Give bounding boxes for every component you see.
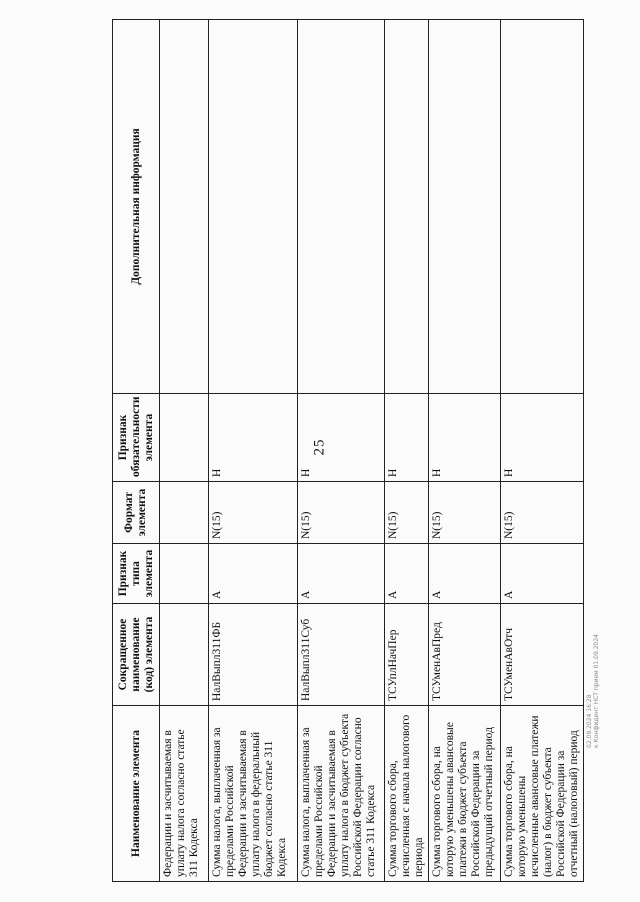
cell-required — [160, 394, 209, 482]
cell-name: Сумма налога, выплаченная за пределами Российской Федерации и засчитываемая в уплату налога в бюджет субъекта Российской Федерации согласно статье 311 Кодекса — [298, 706, 385, 882]
cell-code: НалВыпл311Суб — [298, 604, 385, 706]
stamp-line-2: к Конфидент НСТ прием 01.09.2024 — [593, 634, 600, 748]
header-additional-info: Дополнительная информация — [113, 20, 160, 394]
header-element-code: Сокращенное наименование (код) элемента — [113, 604, 160, 706]
cell-info — [385, 20, 429, 394]
cell-info — [501, 20, 584, 394]
cell-code: ТСУплНачПер — [385, 604, 429, 706]
cell-code: ТСУменАвПред — [429, 604, 501, 706]
table-header-row — [113, 20, 160, 882]
cell-name: Федерации и засчитываемая в уплату налога согласно статье 311 Кодекса — [160, 706, 209, 882]
cell-type — [160, 544, 209, 604]
cell-required: Н — [501, 394, 584, 482]
table-row — [160, 20, 209, 882]
page-number: 25 — [311, 438, 328, 456]
cell-required: Н — [429, 394, 501, 482]
table-row — [298, 20, 385, 882]
header-element-name: Наименование элемента — [113, 706, 160, 882]
table-row — [501, 20, 584, 882]
cell-format: N(15) — [298, 482, 385, 544]
cell-code — [160, 604, 209, 706]
stamp-line-1: 02.09.2024 16:28 — [586, 694, 593, 748]
cell-info — [429, 20, 501, 394]
elements-table — [112, 19, 584, 882]
cell-type: А — [429, 544, 501, 604]
cell-info — [298, 20, 385, 394]
header-element-type: Признак типа элемента — [113, 544, 160, 604]
cell-format — [160, 482, 209, 544]
cell-format: N(15) — [501, 482, 584, 544]
cell-name: Сумма налога, выплаченная за пределами Российской Федерации и засчитываемая в уплату налога в федеральный бюджет согласно статье 311 Кодекса — [209, 706, 298, 882]
cell-required: Н — [385, 394, 429, 482]
registration-stamp — [586, 634, 600, 748]
cell-required: Н — [298, 394, 385, 482]
cell-format: N(15) — [209, 482, 298, 544]
cell-type: А — [209, 544, 298, 604]
header-element-format: Формат элемента — [113, 482, 160, 544]
cell-format: N(15) — [429, 482, 501, 544]
cell-info — [209, 20, 298, 394]
table-row — [429, 20, 501, 882]
cell-name: Сумма торгового сбора, на которую уменьшены авансовые платежи в бюджет субъекта Российской Федерации за предыдущий отчетный период — [429, 706, 501, 882]
cell-name: Сумма торгового сбора, исчисленная с начала налогового периода — [385, 706, 429, 882]
table-row — [385, 20, 429, 882]
cell-required: Н — [209, 394, 298, 482]
header-element-required: Признак обязательности элемента — [113, 394, 160, 482]
cell-format: N(15) — [385, 482, 429, 544]
cell-type: А — [501, 544, 584, 604]
cell-code: НалВыпл311ФБ — [209, 604, 298, 706]
cell-type: А — [385, 544, 429, 604]
cell-code: ТСУменАвОтч — [501, 604, 584, 706]
table-row — [209, 20, 298, 882]
cell-type: А — [298, 544, 385, 604]
table-container — [112, 20, 580, 882]
cell-name: Сумма торгового сбора, на которую уменьшены исчисленные авансовые платежи (налог) в бюджет субъекта Российской Федерации за отчетный (налоговый) период — [501, 706, 584, 882]
cell-info — [160, 20, 209, 394]
